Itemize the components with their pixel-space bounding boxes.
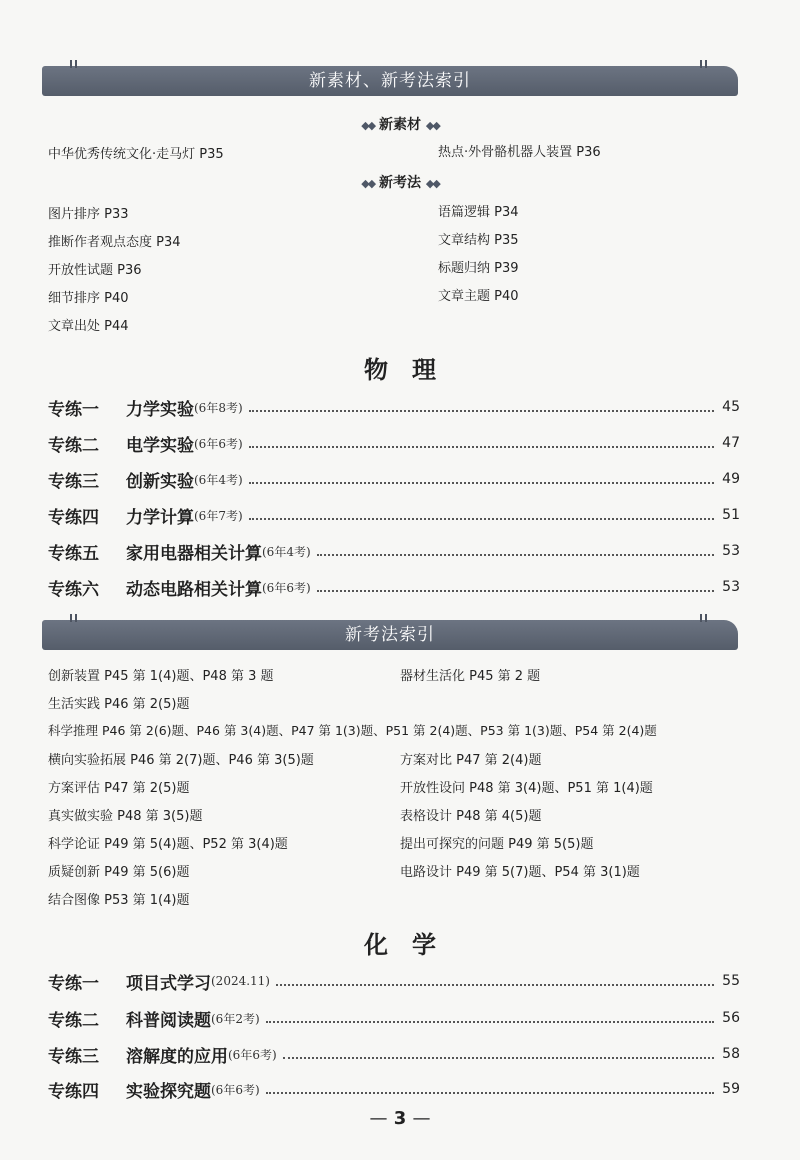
toc-row[interactable] <box>48 1043 740 1065</box>
index-entry: 语篇逻辑 P34 <box>438 205 519 220</box>
leader-dots <box>249 410 715 412</box>
toc-code: 专练四 <box>48 507 99 528</box>
toc-note: (2024.11) <box>211 974 270 988</box>
banner-tick-decoration <box>68 60 80 68</box>
leader-dots <box>276 984 714 986</box>
toc-code: 专练三 <box>48 1046 99 1067</box>
index-entry: 标题归纳 P39 <box>438 261 519 276</box>
index-entry: 文章出处 P44 <box>48 319 129 334</box>
index-entry: 文章主题 P40 <box>438 289 519 304</box>
index-entry: 推断作者观点态度 P34 <box>48 235 181 250</box>
index-entry: 真实做实验 P48 第 3(5)题 <box>48 809 203 824</box>
toc-row[interactable] <box>48 396 740 418</box>
toc-row[interactable] <box>48 432 740 454</box>
toc-page-number: 45 <box>722 399 740 415</box>
section-banner-new-method-index <box>42 620 738 650</box>
index-entry: 开放性设问 P48 第 3(4)题、P51 第 1(4)题 <box>400 781 653 796</box>
toc-page-number: 49 <box>722 471 740 487</box>
toc-page-number: 53 <box>722 579 740 595</box>
toc-note: (6年2考) <box>211 1011 260 1026</box>
subject-title-physics: 物理 <box>364 355 460 384</box>
leader-dots <box>317 590 715 592</box>
toc-code: 专练二 <box>48 1010 99 1031</box>
banner-title: 新素材、新考法索引 <box>309 71 471 91</box>
index-entry: 文章结构 P35 <box>438 233 519 248</box>
index-entry: 创新装置 P45 第 1(4)题、P48 第 3 题 <box>48 669 274 684</box>
toc-topic: 家用电器相关计算 <box>126 543 262 564</box>
toc-topic: 电学实验 <box>126 435 194 456</box>
toc-page-number: 47 <box>722 435 740 451</box>
toc-page-number: 53 <box>722 543 740 559</box>
banner-title: 新考法索引 <box>345 625 435 645</box>
toc-page-number: 58 <box>722 1046 740 1062</box>
subheading-new-material <box>0 114 800 134</box>
toc-row[interactable] <box>48 504 740 526</box>
toc-row[interactable] <box>48 1078 740 1100</box>
index-entry: 电路设计 P49 第 5(7)题、P54 第 3(1)题 <box>400 865 640 880</box>
index-entry: 科学论证 P49 第 5(4)题、P52 第 3(4)题 <box>48 837 288 852</box>
leader-dots <box>249 482 715 484</box>
toc-topic: 创新实验 <box>126 471 194 492</box>
toc-row[interactable] <box>48 576 740 598</box>
index-entry: 中华优秀传统文化·走马灯 P35 <box>48 147 224 162</box>
leader-dots <box>249 518 715 520</box>
toc-note: (6年8考) <box>194 400 243 415</box>
diamond-icon: ◆◆ <box>361 119 375 132</box>
toc-row[interactable] <box>48 468 740 490</box>
dash-decoration: — <box>412 1108 431 1129</box>
subheading-label: 新素材 <box>379 117 421 133</box>
leader-dots <box>283 1057 715 1059</box>
index-entry: 方案对比 P47 第 2(4)题 <box>400 753 542 768</box>
index-entry: 器材生活化 P45 第 2 题 <box>400 669 541 684</box>
toc-code: 专练一 <box>48 399 99 420</box>
index-entry: 热点·外骨骼机器人装置 P36 <box>438 145 601 160</box>
toc-row[interactable] <box>48 970 740 992</box>
toc-row[interactable] <box>48 1007 740 1029</box>
toc-topic: 项目式学习 <box>126 973 211 994</box>
toc-page-number: 56 <box>722 1010 740 1026</box>
page-number-footer <box>0 1108 800 1129</box>
toc-topic: 溶解度的应用 <box>126 1046 228 1067</box>
index-entry: 生活实践 P46 第 2(5)题 <box>48 697 190 712</box>
index-entry: 方案评估 P47 第 2(5)题 <box>48 781 190 796</box>
leader-dots <box>266 1092 715 1094</box>
toc-code: 专练二 <box>48 435 99 456</box>
toc-note: (6年6考) <box>228 1047 277 1062</box>
toc-topic: 动态电路相关计算 <box>126 579 262 600</box>
diamond-icon: ◆◆ <box>361 177 375 190</box>
toc-code: 专练六 <box>48 579 99 600</box>
toc-topic: 科普阅读题 <box>126 1010 211 1031</box>
toc-row[interactable] <box>48 540 740 562</box>
toc-note: (6年4考) <box>262 544 311 559</box>
toc-page-number: 59 <box>722 1081 740 1097</box>
index-entry: 开放性试题 P36 <box>48 263 142 278</box>
toc-note: (6年6考) <box>194 436 243 451</box>
diamond-icon: ◆◆ <box>425 119 439 132</box>
index-entry: 细节排序 P40 <box>48 291 129 306</box>
toc-note: (6年7考) <box>194 508 243 523</box>
toc-topic: 力学计算 <box>126 507 194 528</box>
toc-code: 专练五 <box>48 543 99 564</box>
index-entry: 结合图像 P53 第 1(4)题 <box>48 893 190 908</box>
index-entry: 横向实验拓展 P46 第 2(7)题、P46 第 3(5)题 <box>48 753 314 768</box>
toc-note: (6年6考) <box>211 1082 260 1097</box>
index-entry: 科学推理 P46 第 2(6)题、P46 第 3(4)题、P47 第 1(3)题、P51 第 2(4)题、P53 第 1(3)题、P54 第 2(4)题 <box>48 723 657 738</box>
dash-decoration: — <box>369 1108 388 1129</box>
toc-page-number: 55 <box>722 973 740 989</box>
diamond-icon: ◆◆ <box>425 177 439 190</box>
toc-topic: 实验探究题 <box>126 1081 211 1102</box>
index-entry: 提出可探究的问题 P49 第 5(5)题 <box>400 837 594 852</box>
subheading-new-method <box>0 172 800 192</box>
toc-code: 专练三 <box>48 471 99 492</box>
banner-tick-decoration <box>68 614 80 622</box>
leader-dots <box>266 1021 715 1023</box>
section-banner-new-material <box>42 66 738 96</box>
toc-code: 专练一 <box>48 973 99 994</box>
subheading-label: 新考法 <box>379 175 421 191</box>
index-entry: 表格设计 P48 第 4(5)题 <box>400 809 542 824</box>
toc-page-number: 51 <box>722 507 740 523</box>
index-entry: 图片排序 P33 <box>48 207 129 222</box>
banner-tick-decoration <box>698 614 710 622</box>
leader-dots <box>317 554 715 556</box>
toc-note: (6年4考) <box>194 472 243 487</box>
subject-title-chemistry: 化学 <box>364 930 460 959</box>
page-number: 3 <box>393 1108 407 1129</box>
toc-topic: 力学实验 <box>126 399 194 420</box>
banner-tick-decoration <box>698 60 710 68</box>
toc-code: 专练四 <box>48 1081 99 1102</box>
toc-note: (6年6考) <box>262 580 311 595</box>
leader-dots <box>249 446 715 448</box>
index-entry: 质疑创新 P49 第 5(6)题 <box>48 865 190 880</box>
